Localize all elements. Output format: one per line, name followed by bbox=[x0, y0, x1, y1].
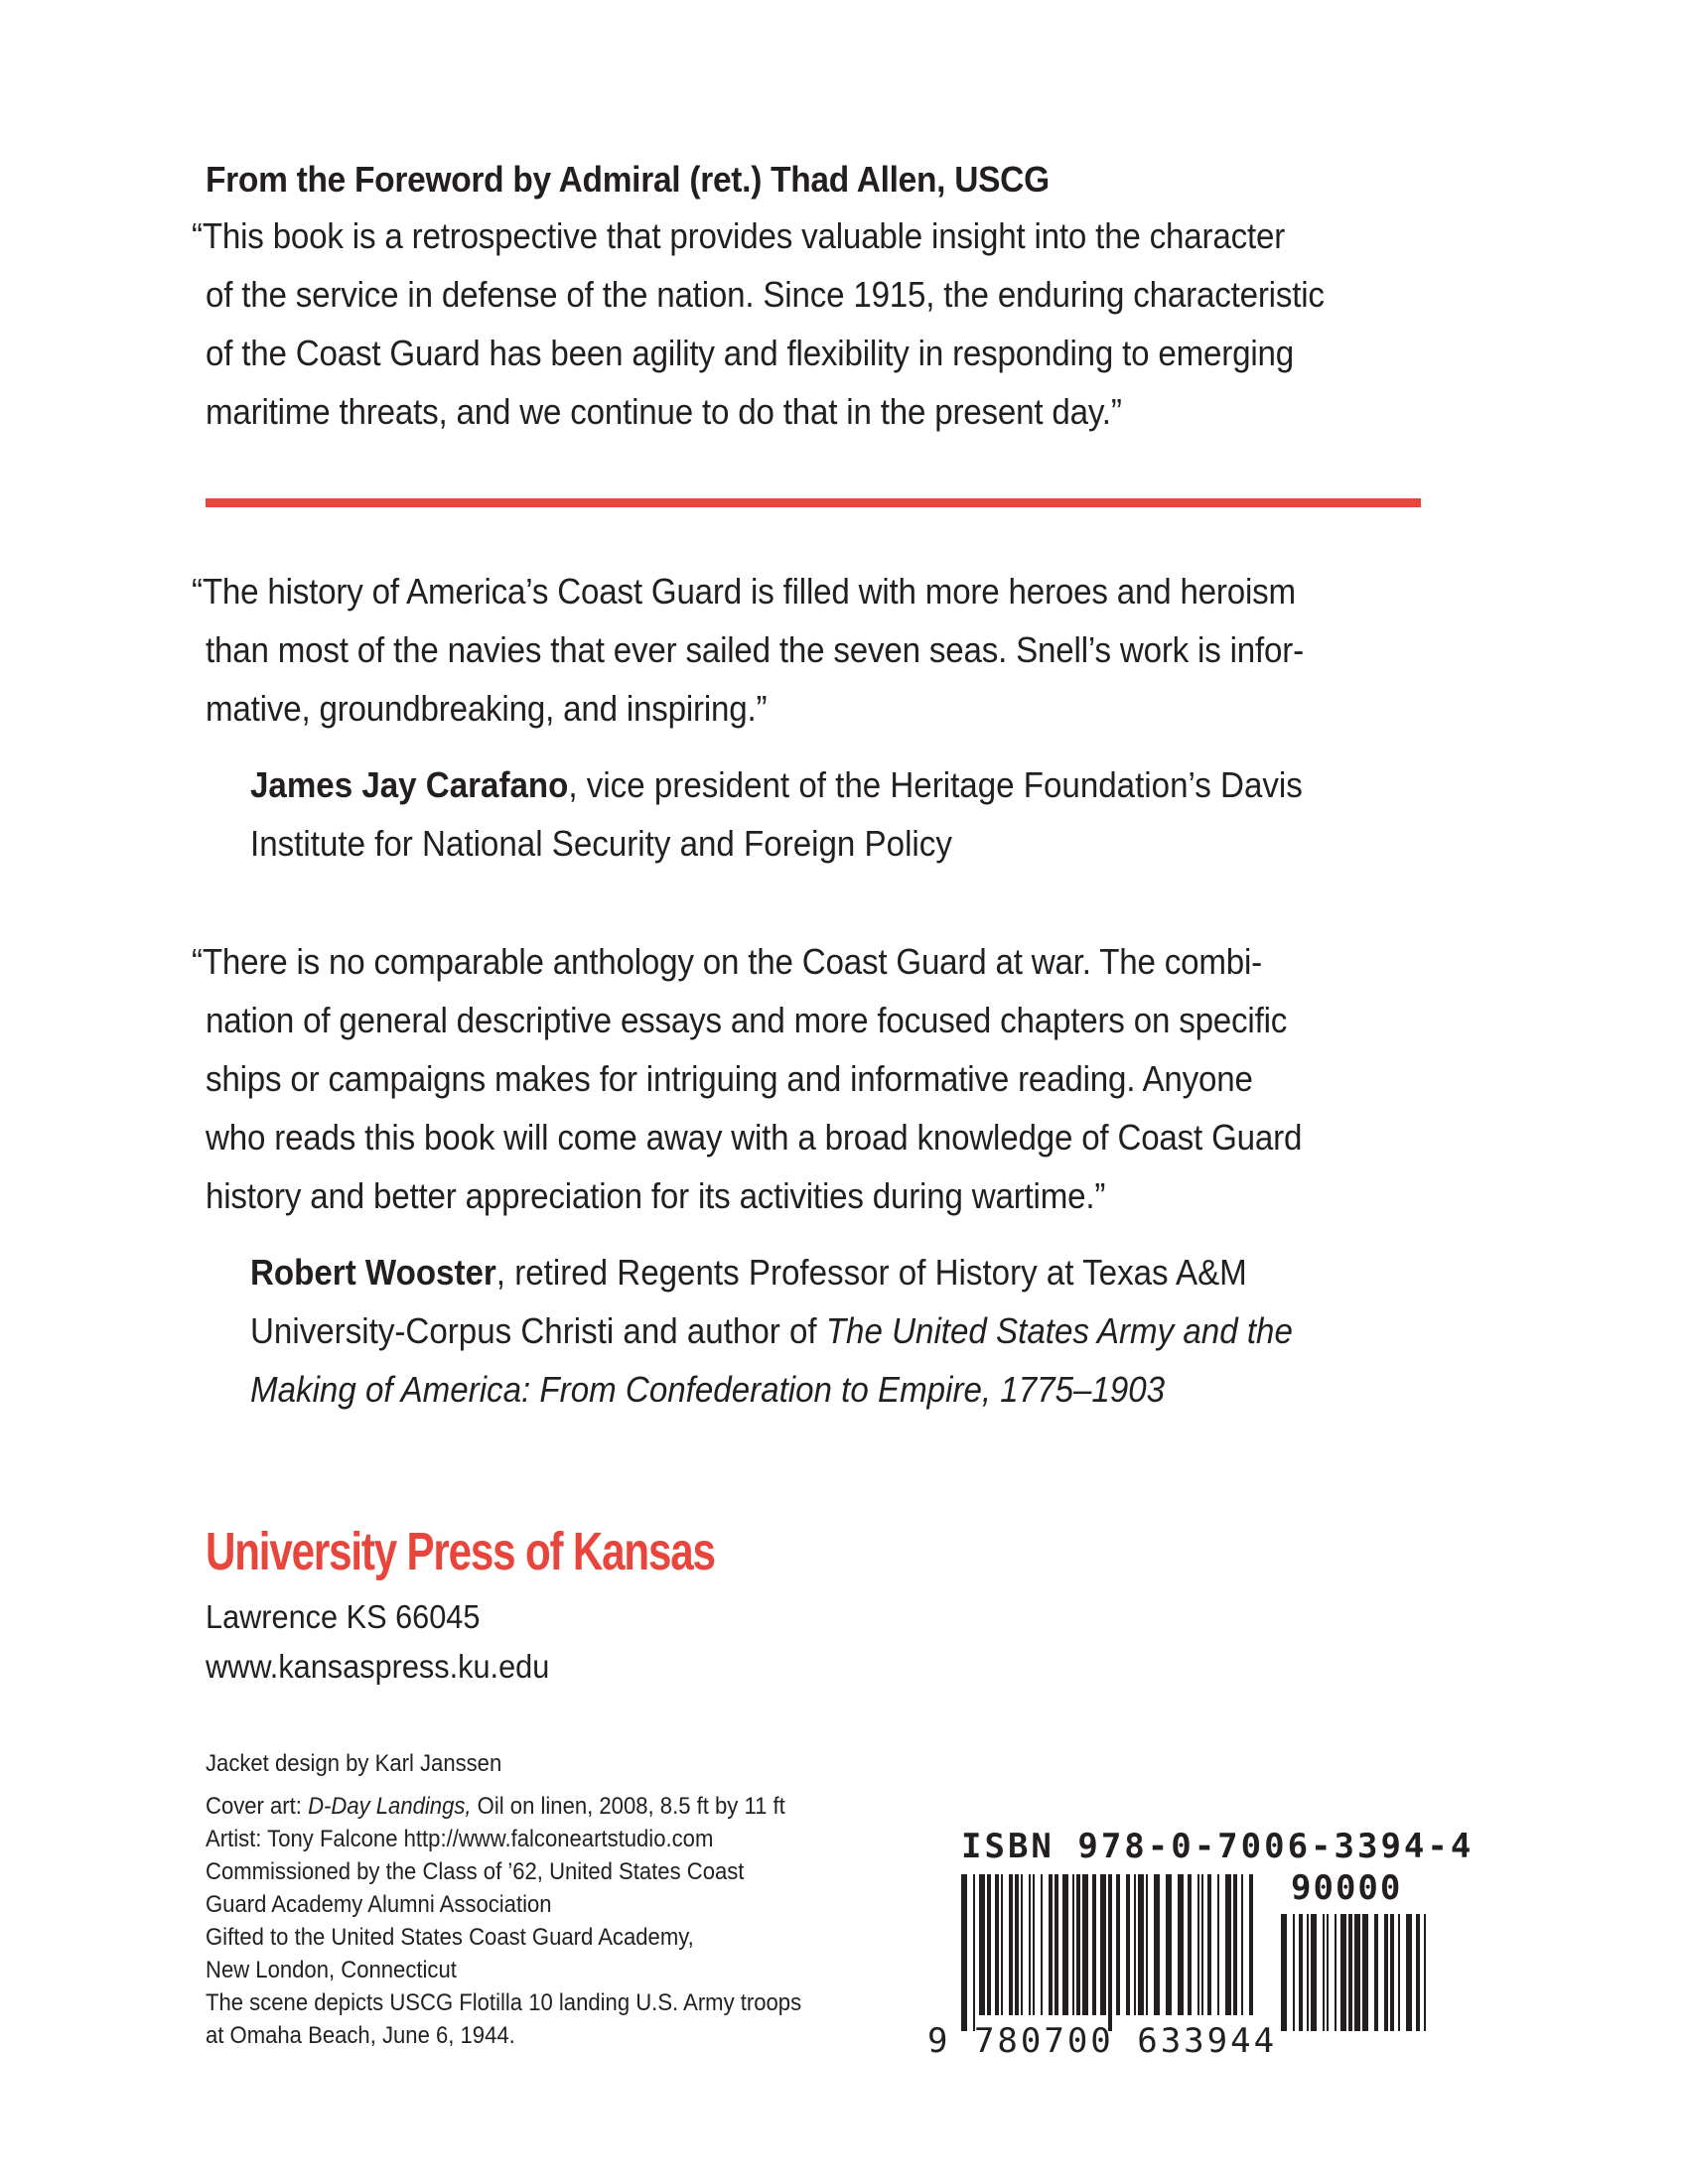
publisher-name: University Press of Kansas bbox=[206, 1522, 715, 1581]
barcode-bar bbox=[1134, 1874, 1136, 2015]
quote-line: mative, groundbreaking, and inspiring.” bbox=[206, 688, 768, 729]
barcode-bar bbox=[1100, 1874, 1106, 2015]
credit-line: Gifted to the United States Coast Guard Academy, bbox=[206, 1924, 694, 1951]
barcode-bar bbox=[1340, 1914, 1346, 2031]
barcode-bar bbox=[961, 1874, 967, 2031]
endorser-name: James Jay Carafano bbox=[250, 764, 569, 805]
barcode-bar bbox=[1241, 1874, 1243, 2015]
barcode-bar bbox=[1116, 1874, 1120, 2015]
barcode-bar bbox=[1188, 1874, 1192, 2015]
barcode-bar bbox=[1178, 1874, 1184, 2015]
barcode-bar bbox=[979, 1874, 985, 2015]
credit-line: at Omaha Beach, June 6, 1944. bbox=[206, 2022, 515, 2049]
barcode-bar bbox=[1015, 1874, 1019, 2015]
barcode-bar bbox=[1126, 1874, 1130, 2015]
barcode-bar bbox=[1092, 1874, 1096, 2015]
barcode-bar bbox=[1354, 1914, 1360, 2031]
barcode-bar bbox=[1009, 1874, 1013, 2015]
barcode-bar bbox=[1307, 1914, 1309, 2031]
barcode-bar bbox=[1335, 1914, 1336, 2031]
barcode-bar bbox=[1406, 1914, 1412, 2031]
quote-line: than most of the navies that ever sailed the seven seas. Snell’s work is infor- bbox=[206, 629, 1304, 670]
barcode-bar bbox=[1138, 1874, 1144, 2015]
credit-line: Artist: Tony Falcone http://www.falconeartstudio.com bbox=[206, 1826, 714, 1852]
barcode-bar bbox=[1281, 1914, 1287, 2031]
barcode-bar bbox=[987, 1874, 991, 2015]
credit-line: Guard Academy Alumni Association bbox=[206, 1891, 552, 1918]
barcode-bar bbox=[1424, 1914, 1426, 2031]
publisher-website: www.kansaspress.ku.edu bbox=[206, 1648, 550, 1685]
endorser-affiliation: University-Corpus Christi and author of bbox=[250, 1310, 826, 1351]
barcode-bar bbox=[1072, 1874, 1074, 2015]
quote-line: history and better appreciation for its activities during wartime.” bbox=[206, 1175, 1106, 1216]
book-title: The United States Army and the bbox=[825, 1310, 1293, 1351]
foreword-quote bbox=[192, 206, 1457, 441]
barcode-bar bbox=[1166, 1874, 1172, 2015]
barcode-bar bbox=[1062, 1874, 1068, 2015]
barcode-bar bbox=[1327, 1914, 1329, 2031]
barcode-bar bbox=[1041, 1874, 1043, 2015]
quote-line: “There is no comparable anthology on the Coast Guard at war. The combi- bbox=[192, 941, 1263, 982]
credit-line: New London, Connecticut bbox=[206, 1957, 457, 1983]
barcode-bar bbox=[973, 1874, 975, 2031]
book-title: Making of America: From Confederation to Empire, 1775–1903 bbox=[250, 1369, 1166, 1410]
quote-line: of the service in defense of the nation. Since 1915, the enduring characteristic bbox=[206, 274, 1325, 315]
barcode-digits: 9 780700 633944 bbox=[927, 2021, 1278, 2061]
barcode-bar bbox=[1146, 1874, 1148, 2015]
barcode-bar bbox=[1033, 1874, 1035, 2015]
jacket-credits bbox=[206, 1747, 853, 2052]
barcode-bar bbox=[1201, 1874, 1203, 2015]
quote-line: ships or campaigns makes for intriguing and informative reading. Anyone bbox=[206, 1058, 1253, 1099]
barcode-bar bbox=[1154, 1874, 1160, 2015]
endorsement-quote-2 bbox=[192, 932, 1457, 1225]
barcode-bar bbox=[1207, 1874, 1211, 2015]
barcode-bar bbox=[1197, 1874, 1199, 2015]
quote-line: of the Coast Guard has been agility and flexibility in responding to emerging bbox=[206, 333, 1295, 373]
publisher-city: Lawrence KS 66045 bbox=[206, 1598, 481, 1635]
barcode-bar bbox=[1384, 1914, 1388, 2031]
barcode-bar bbox=[1021, 1874, 1023, 2015]
endorsement-attribution-1 bbox=[250, 755, 1442, 873]
barcode-bar bbox=[1076, 1874, 1080, 2015]
ean13-bars bbox=[961, 1874, 1259, 2031]
cover-art-credit: Cover art: D-Day Landings, Oil on linen, 2008, 8.5 ft by 11 ft bbox=[206, 1793, 785, 1820]
divider-rule bbox=[206, 498, 1421, 507]
credit-line: Commissioned by the Class of ’62, United States Coast bbox=[206, 1858, 745, 1885]
barcode-bar bbox=[1293, 1914, 1295, 2031]
barcode-bar bbox=[1416, 1914, 1420, 2031]
addon-label: 90000 bbox=[1291, 1868, 1403, 1908]
barcode-bar bbox=[1217, 1874, 1219, 2015]
jacket-design-credit: Jacket design by Karl Janssen bbox=[206, 1750, 502, 1777]
endorser-name: Robert Wooster bbox=[250, 1252, 496, 1293]
barcode-bar bbox=[1225, 1874, 1231, 2015]
barcode-bar bbox=[1374, 1914, 1378, 2031]
endorser-affiliation: , vice president of the Heritage Foundation’s Davis bbox=[568, 764, 1303, 805]
barcode-bar bbox=[1249, 1874, 1253, 2015]
barcode-bar bbox=[1082, 1874, 1088, 2015]
barcode-bar bbox=[1398, 1914, 1400, 2031]
barcode-bar bbox=[1311, 1914, 1317, 2031]
foreword-heading: From the Foreword by Admiral (ret.) Thad Allen, USCG bbox=[206, 159, 1050, 200]
endorsement-quote-1 bbox=[192, 562, 1457, 738]
quote-line: who reads this book will come away with a broad knowledge of Coast Guard bbox=[206, 1117, 1303, 1158]
endorsement-attribution-2 bbox=[250, 1243, 1442, 1419]
barcode-bar bbox=[1001, 1874, 1003, 2015]
quote-line: “This book is a retrospective that provides valuable insight into the character bbox=[192, 215, 1286, 256]
addon-bars bbox=[1281, 1914, 1428, 2031]
barcode-bar bbox=[1390, 1914, 1394, 2031]
quote-line: nation of general descriptive essays and more focused chapters on specific bbox=[206, 1000, 1288, 1040]
barcode-bar bbox=[1323, 1914, 1325, 2031]
barcode-bar bbox=[1029, 1874, 1031, 2015]
quote-line: maritime threats, and we continue to do that in the present day.” bbox=[206, 391, 1122, 432]
barcode-bar bbox=[1055, 1874, 1058, 2015]
barcode-bar bbox=[1348, 1914, 1352, 2031]
barcode-bar bbox=[1049, 1874, 1053, 2015]
barcode-bar bbox=[1233, 1874, 1237, 2015]
barcode-bar bbox=[1299, 1914, 1303, 2031]
endorser-affiliation: , retired Regents Professor of History at Texas A&M bbox=[495, 1252, 1247, 1293]
barcode-bar bbox=[1362, 1914, 1368, 2031]
isbn-barcode bbox=[921, 1827, 1475, 2065]
quote-line: “The history of America’s Coast Guard is filled with more heroes and heroism bbox=[192, 571, 1296, 612]
barcode-bar bbox=[995, 1874, 999, 2015]
isbn-label: ISBN 978-0-7006-3394-4 bbox=[961, 1827, 1475, 1866]
endorser-affiliation: Institute for National Security and Foreign Policy bbox=[250, 823, 952, 864]
credit-line: The scene depicts USCG Flotilla 10 landing U.S. Army troops bbox=[206, 1989, 802, 2016]
barcode-bar bbox=[1108, 1874, 1112, 2031]
